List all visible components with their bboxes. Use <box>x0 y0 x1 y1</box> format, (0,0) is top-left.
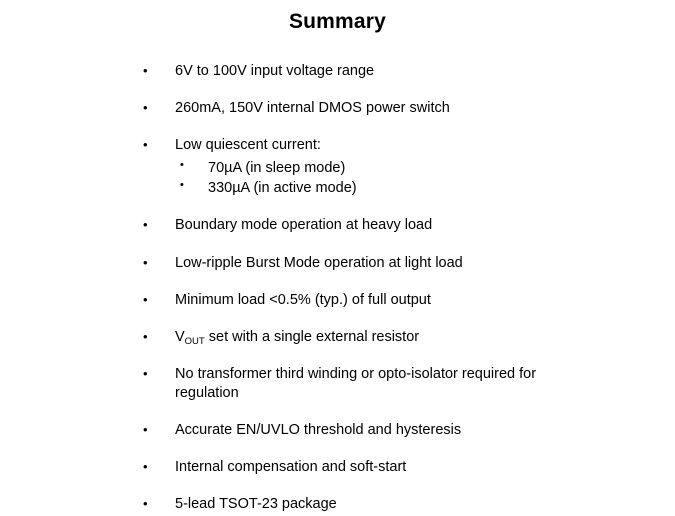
list-item-text: Internal compensation and soft-start <box>175 459 407 476</box>
sub-bullet-marker-icon: • <box>180 159 184 172</box>
bullet-marker-icon: • <box>143 63 148 78</box>
list-item-text: Minimum load <0.5% (typ.) of full output <box>175 291 431 308</box>
sub-list-item-text: 330µA (in active mode) <box>208 180 357 197</box>
bullet-marker-icon: • <box>143 291 148 307</box>
list-item-text: 5-lead TSOT-23 package <box>175 496 337 513</box>
list-item <box>0 365 675 403</box>
sub-bullet-list <box>175 158 675 198</box>
bullet-marker-icon: • <box>143 422 148 438</box>
bullet-marker-icon: • <box>143 365 148 381</box>
summary-bullet-list <box>0 62 675 515</box>
list-item <box>0 495 675 514</box>
vout-label-subscript: OUT <box>184 335 205 347</box>
sub-list-item-text: 70µA (in sleep mode) <box>208 160 346 177</box>
list-item <box>0 62 675 81</box>
sub-bullet-marker-icon: • <box>180 179 184 192</box>
list-item-text: 6V to 100V input voltage range <box>175 63 375 79</box>
vout-label-prefix: V <box>175 328 185 345</box>
vout-label-rest: set with a single external resistor <box>204 328 420 345</box>
bullet-marker-icon: • <box>143 328 148 344</box>
list-item <box>0 216 675 235</box>
list-item-text: 260mA, 150V internal DMOS power switch <box>175 100 450 117</box>
list-item-text: Boundary mode operation at heavy load <box>175 217 433 234</box>
list-item-text: Low-ripple Burst Mode operation at light load <box>175 254 463 271</box>
list-item <box>0 254 675 273</box>
sub-list-item <box>175 178 675 198</box>
list-item-text: No transformer third winding or opto-isolator required for regulation <box>175 365 537 401</box>
list-item-text <box>175 328 595 347</box>
list-item <box>0 136 675 198</box>
list-item <box>0 99 675 118</box>
list-item-text: Accurate EN/UVLO threshold and hysteresis <box>175 422 462 439</box>
bullet-marker-icon: • <box>143 137 148 153</box>
bullet-marker-icon: • <box>143 254 148 270</box>
bullet-marker-icon: • <box>143 217 148 233</box>
slide <box>0 10 675 516</box>
list-item <box>0 291 675 310</box>
page-title: Summary <box>288 10 387 33</box>
list-item <box>0 421 675 440</box>
bullet-marker-icon: • <box>143 459 148 475</box>
sub-list-item <box>175 158 675 178</box>
bullet-marker-icon: • <box>143 496 148 512</box>
list-item <box>0 458 675 477</box>
list-item-text: Low quiescent current: <box>175 137 321 154</box>
bullet-marker-icon: • <box>143 100 148 116</box>
list-item <box>0 328 675 347</box>
